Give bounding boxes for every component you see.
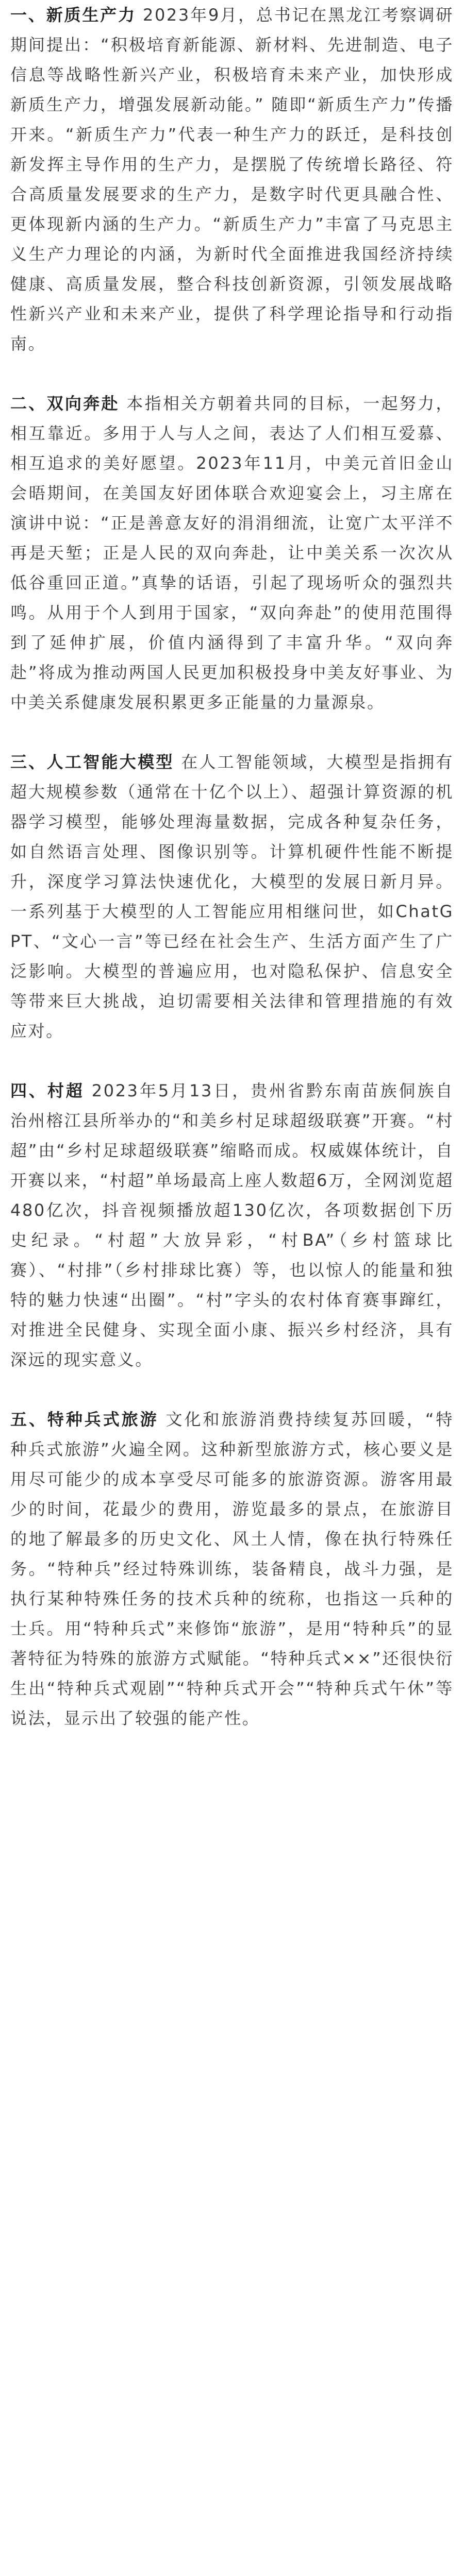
- section-heading: 三、人工智能大模型: [10, 752, 174, 772]
- section-special-forces-tourism: [10, 1404, 454, 1733]
- section-body: 2023年5月13日，贵州省黔东南苗族侗族自治州榕江县所举办的“和美乡村足球超级联赛”开赛。“村超”由“乡村足球超级联赛”缩略而成。权威媒体统计，自开赛以来，“村超”单场最高上座人数超6万，全网浏览超480亿次，抖音视频播放超130亿次，各项数据创下历史纪录。“村超”大放异彩，“村BA”（乡村篮球比赛）、“村排”（乡村排球比赛）等，也以惊人的能量和独特的魅力快速“出圈”。“村”字头的农村体育赛事蹿红，对推进全民健身、实现全面小康、振兴乡村经济，具有深远的现实意义。: [10, 1081, 454, 1369]
- section-body: 2023年9月，总书记在黑龙江考察调研期间提出：“积极培育新能源、新材料、先进制造、电子信息等战略性新兴产业，积极培育未来产业，加快形成新质生产力，增强发展新动能。” 随即“新质生产力”传播开来。“新质生产力”代表一种生产力的跃迁，是科技创新发挥主导作用的生产力，是摆脱了传统增长路径、符合高质量发展要求的生产力，是数字时代更具融合性、更体现新内涵的生产力。“新质生产力”丰富了马克思主义生产力理论的内涵，为新时代全面推进我国经济持续健康、高质量发展，整合科技创新资源，引领发展战略性新兴产业和未来产业，提供了科学理论指导和行动指南。: [10, 5, 454, 353]
- section-heading: 一、新质生产力: [10, 5, 136, 25]
- section-new-quality-productivity: [10, 0, 454, 359]
- section-two-way-rush: [10, 388, 454, 717]
- section-body: 在人工智能领域，大模型是指拥有超大规模参数（通常在十亿个以上）、超强计算资源的机器学习模型，能够处理海量数据，完成各种复杂任务，如自然语言处理、图像识别等。计算机硬件性能不断提升，深度学习算法快速优化，大模型的发展日新月异。一系列基于大模型的人工智能应用相继问世，如ChatGPT、“文心一言”等已经在社会生产、生活方面产生了广泛影响。大模型的普遍应用，也对隐私保护、信息安全等带来巨大挑战，迫切需要相关法律和管理措施的有效应对。: [10, 752, 454, 1041]
- section-heading: 四、村超: [10, 1081, 85, 1100]
- section-village-super-league: [10, 1076, 454, 1375]
- section-ai-large-model: [10, 747, 454, 1046]
- section-body: 本指相关方朝着共同的目标，一起努力，相互靠近。多用于人与人之间，表达了人们相互爱慕、相互追求的美好愿望。2023年11月，中美元首旧金山会晤期间，在美国友好团体联合欢迎宴会上，习主席在演讲中说：“正是善意友好的涓涓细流，让宽广太平洋不再是天堑；正是人民的双向奔赴，让中美关系一次次从低谷重回正道。”真挚的话语，引起了现场听众的强烈共鸣。从用于个人到用于国家，“双向奔赴”的使用范围得到了延伸扩展，价值内涵得到了丰富升华。“双向奔赴”将成为推动两国人民更加积极投身中美友好事业、为中美关系健康发展积累更多正能量的力量源泉。: [10, 394, 454, 712]
- section-heading: 二、双向奔赴: [10, 394, 120, 413]
- section-body: 文化和旅游消费持续复苏回暖，“特种兵式旅游”火遍全网。这种新型旅游方式，核心要义是用尽可能少的成本享受尽可能多的旅游资源。游客用最少的时间，花最少的费用，游览最多的景点，在旅游目的地了解最多的历史文化、风土人情，像在执行特殊任务。“特种兵”经过特殊训练，装备精良，战斗力强，是执行某种特殊任务的技术兵种的统称，也指这一兵种的士兵。用“特种兵式”来修饰“旅游”，是用“特种兵”的显著特征为特殊的旅游方式赋能。“特种兵式××”还很快衍生出“特种兵式观剧”“特种兵式开会”“特种兵式午休”等说法，显示出了较强的能产性。: [10, 1410, 454, 1728]
- section-heading: 五、特种兵式旅游: [10, 1410, 159, 1429]
